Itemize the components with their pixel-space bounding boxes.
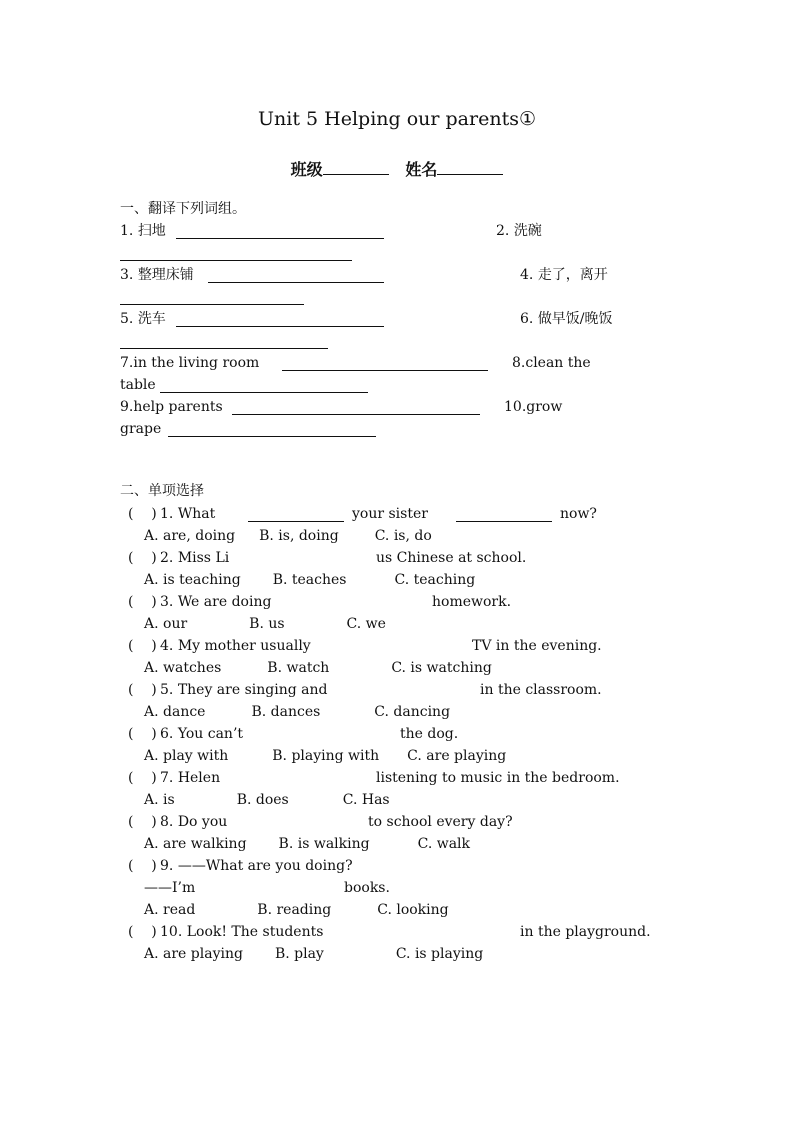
question-6: ( ) 6. You can’t <box>128 726 244 742</box>
q5-options: A. dance B. dances C. dancing <box>144 704 451 720</box>
q6-stem-b: the dog. <box>400 726 459 742</box>
question-2: ( ) 2. Miss Li <box>128 550 230 566</box>
section2-heading: 二、单项选择 <box>120 483 204 499</box>
q2-options: A. is teaching B. teaches C. teaching <box>144 572 476 588</box>
answer-blank-4[interactable] <box>120 304 304 305</box>
q9-options: A. read B. reading C. looking <box>144 902 449 918</box>
q8-options: A. are walking B. is walking C. walk <box>144 836 471 852</box>
q1-stem-b: your sister <box>352 506 428 522</box>
question-9: ( ) 9. ——What are you doing? <box>128 858 353 874</box>
q9-line2-a: ——I’m <box>144 880 196 896</box>
question-10: ( ) 10. Look! The students <box>128 924 324 940</box>
translate-item-5: 5. 洗车 <box>120 311 166 327</box>
q7-options: A. is B. does C. Has <box>144 792 390 808</box>
answer-blank-6[interactable] <box>120 348 328 349</box>
q8-stem-b: to school every day? <box>368 814 513 830</box>
translate-item-10a: 10.grow <box>504 399 563 415</box>
question-4: ( ) 4. My mother usually <box>128 638 311 654</box>
q2-stem-b: us Chinese at school. <box>376 550 527 566</box>
translate-item-10b: grape <box>120 421 162 437</box>
translate-item-8a: 8.clean the <box>512 355 591 371</box>
answer-blank-7[interactable] <box>282 370 488 371</box>
answer-blank-10[interactable] <box>168 436 376 437</box>
class-label: 班级 <box>290 160 323 179</box>
q10-options: A. are playing B. play C. is playing <box>144 946 484 962</box>
q4-stem-b: TV in the evening. <box>472 638 602 654</box>
answer-blank-3[interactable] <box>208 282 384 283</box>
q10-stem-b: in the playground. <box>520 924 651 940</box>
answer-blank-1[interactable] <box>176 238 384 239</box>
class-name-line <box>0 158 794 181</box>
translate-item-9: 9.help parents <box>120 399 223 415</box>
class-blank[interactable] <box>323 158 389 175</box>
q1-blank-1[interactable] <box>248 521 344 522</box>
answer-blank-9[interactable] <box>232 414 480 415</box>
q6-options: A. play with B. playing with C. are playing <box>144 748 507 764</box>
name-blank[interactable] <box>437 158 503 175</box>
q5-stem-b: in the classroom. <box>480 682 602 698</box>
question-3: ( ) 3. We are doing <box>128 594 272 610</box>
answer-blank-5[interactable] <box>176 326 384 327</box>
translate-item-6: 6. 做早饭/晚饭 <box>520 311 613 327</box>
q3-options: A. our B. us C. we <box>144 616 386 632</box>
question-5: ( ) 5. They are singing and <box>128 682 328 698</box>
question-8: ( ) 8. Do you <box>128 814 228 830</box>
translate-item-7: 7.in the living room <box>120 355 260 371</box>
page-title: Unit 5 Helping our parents① <box>258 108 536 130</box>
translate-item-3: 3. 整理床铺 <box>120 267 194 283</box>
q3-stem-b: homework. <box>432 594 512 610</box>
q9-line2-b: books. <box>344 880 390 896</box>
q1-options: A. are, doing B. is, doing C. is, do <box>144 528 432 544</box>
section1-heading: 一、翻译下列词组。 <box>120 201 246 217</box>
translate-item-2: 2. 洗碗 <box>496 223 542 239</box>
q4-options: A. watches B. watch C. is watching <box>144 660 492 676</box>
question-1: ( ) 1. What <box>128 506 216 522</box>
q1-blank-2[interactable] <box>456 521 552 522</box>
translate-item-8b: table <box>120 377 156 393</box>
name-label: 姓名 <box>405 160 438 179</box>
question-7: ( ) 7. Helen <box>128 770 221 786</box>
answer-blank-8[interactable] <box>160 392 368 393</box>
translate-item-1: 1. 扫地 <box>120 223 166 239</box>
answer-blank-2[interactable] <box>120 260 352 261</box>
translate-item-4: 4. 走了，离开 <box>520 267 608 283</box>
q1-stem-c: now? <box>560 506 597 522</box>
q7-stem-b: listening to music in the bedroom. <box>376 770 620 786</box>
